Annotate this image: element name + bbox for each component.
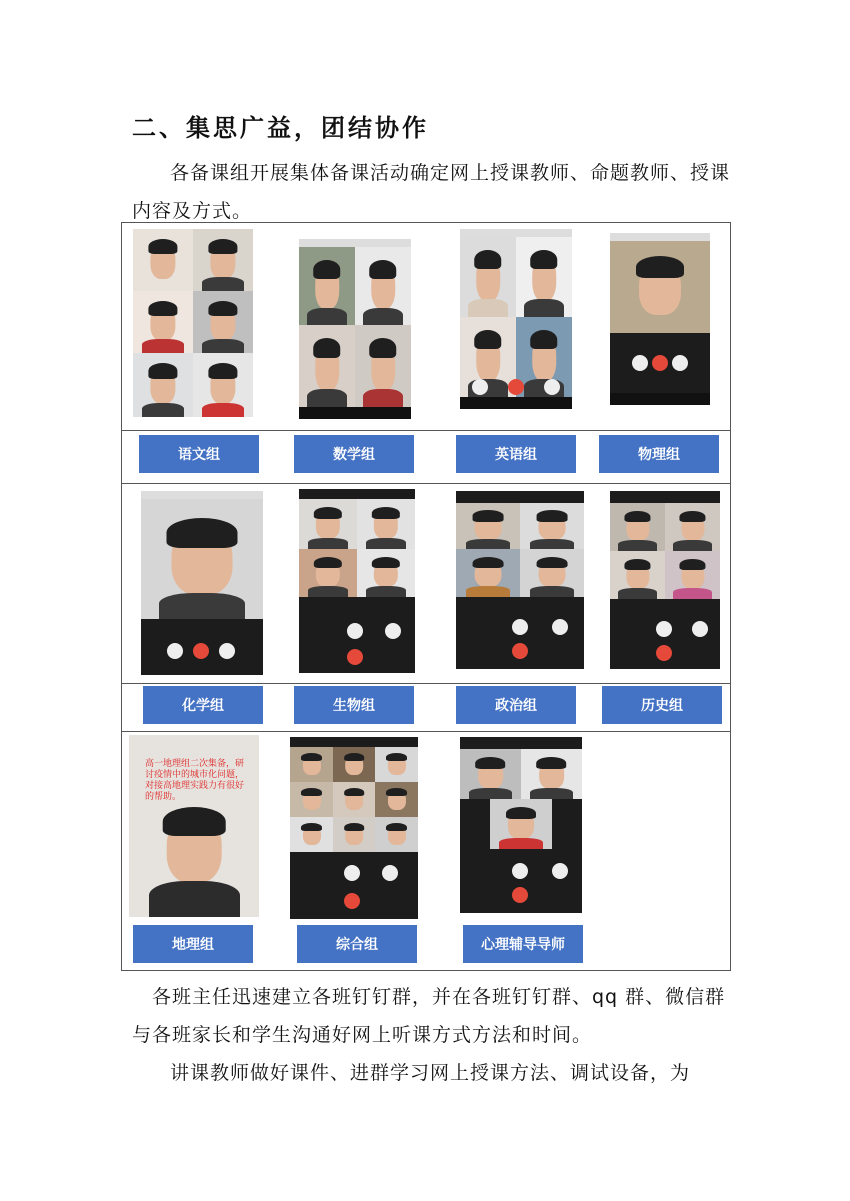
group-label-biology: 生物组 bbox=[294, 686, 414, 724]
group-label-comprehensive: 综合组 bbox=[297, 925, 417, 963]
video-call-screenshot-politics bbox=[456, 491, 584, 669]
group-label-physics: 物理组 bbox=[599, 435, 719, 473]
group-label-geography: 地理组 bbox=[133, 925, 253, 963]
geo-overlay-text: 高一地理组二次集备，研讨疫情中的城市化问题，对接高地理实践力有很好的帮助。 bbox=[145, 759, 245, 802]
video-call-screenshot-physics bbox=[610, 233, 710, 405]
group-label-politics: 政治组 bbox=[456, 686, 576, 724]
video-call-screenshot-biology bbox=[299, 489, 415, 673]
divider bbox=[122, 683, 730, 684]
body-paragraph: 讲课教师做好课件、进群学习网上授课方法、调试设备，为 bbox=[170, 1062, 691, 1084]
group-label-english: 英语组 bbox=[456, 435, 576, 473]
video-call-screenshot-chinese bbox=[133, 229, 253, 417]
video-call-screenshot-english bbox=[460, 229, 572, 409]
video-call-screenshot-comprehensive bbox=[290, 737, 418, 919]
intro-paragraph: 各备课组开展集体备课活动确定网上授课教师、命题教师、授课内容及方式。 bbox=[132, 162, 731, 222]
group-label-chemistry: 化学组 bbox=[143, 686, 263, 724]
group-label-counseling: 心理辅导导师 bbox=[463, 925, 583, 963]
video-call-screenshot-chemistry bbox=[141, 491, 263, 675]
group-label-history: 历史组 bbox=[602, 686, 722, 724]
video-call-screenshot-counseling bbox=[460, 737, 582, 913]
divider bbox=[122, 430, 730, 431]
group-label-math: 数学组 bbox=[294, 435, 414, 473]
body-paragraph: 各班主任迅速建立各班钉钉群，并在各班钉钉群、qq 群、微信群与各班家长和学生沟通好网上听课方式方法和时间。 bbox=[132, 986, 726, 1046]
divider bbox=[122, 483, 730, 484]
section-heading: 二、集思广益，团结协作 bbox=[132, 113, 429, 142]
video-call-screenshot-history bbox=[610, 491, 720, 669]
divider bbox=[122, 731, 730, 732]
group-label-chinese: 语文组 bbox=[139, 435, 259, 473]
video-call-screenshot-geography bbox=[129, 735, 259, 917]
screenshot-figure bbox=[121, 222, 731, 971]
video-call-screenshot-math bbox=[299, 239, 411, 419]
